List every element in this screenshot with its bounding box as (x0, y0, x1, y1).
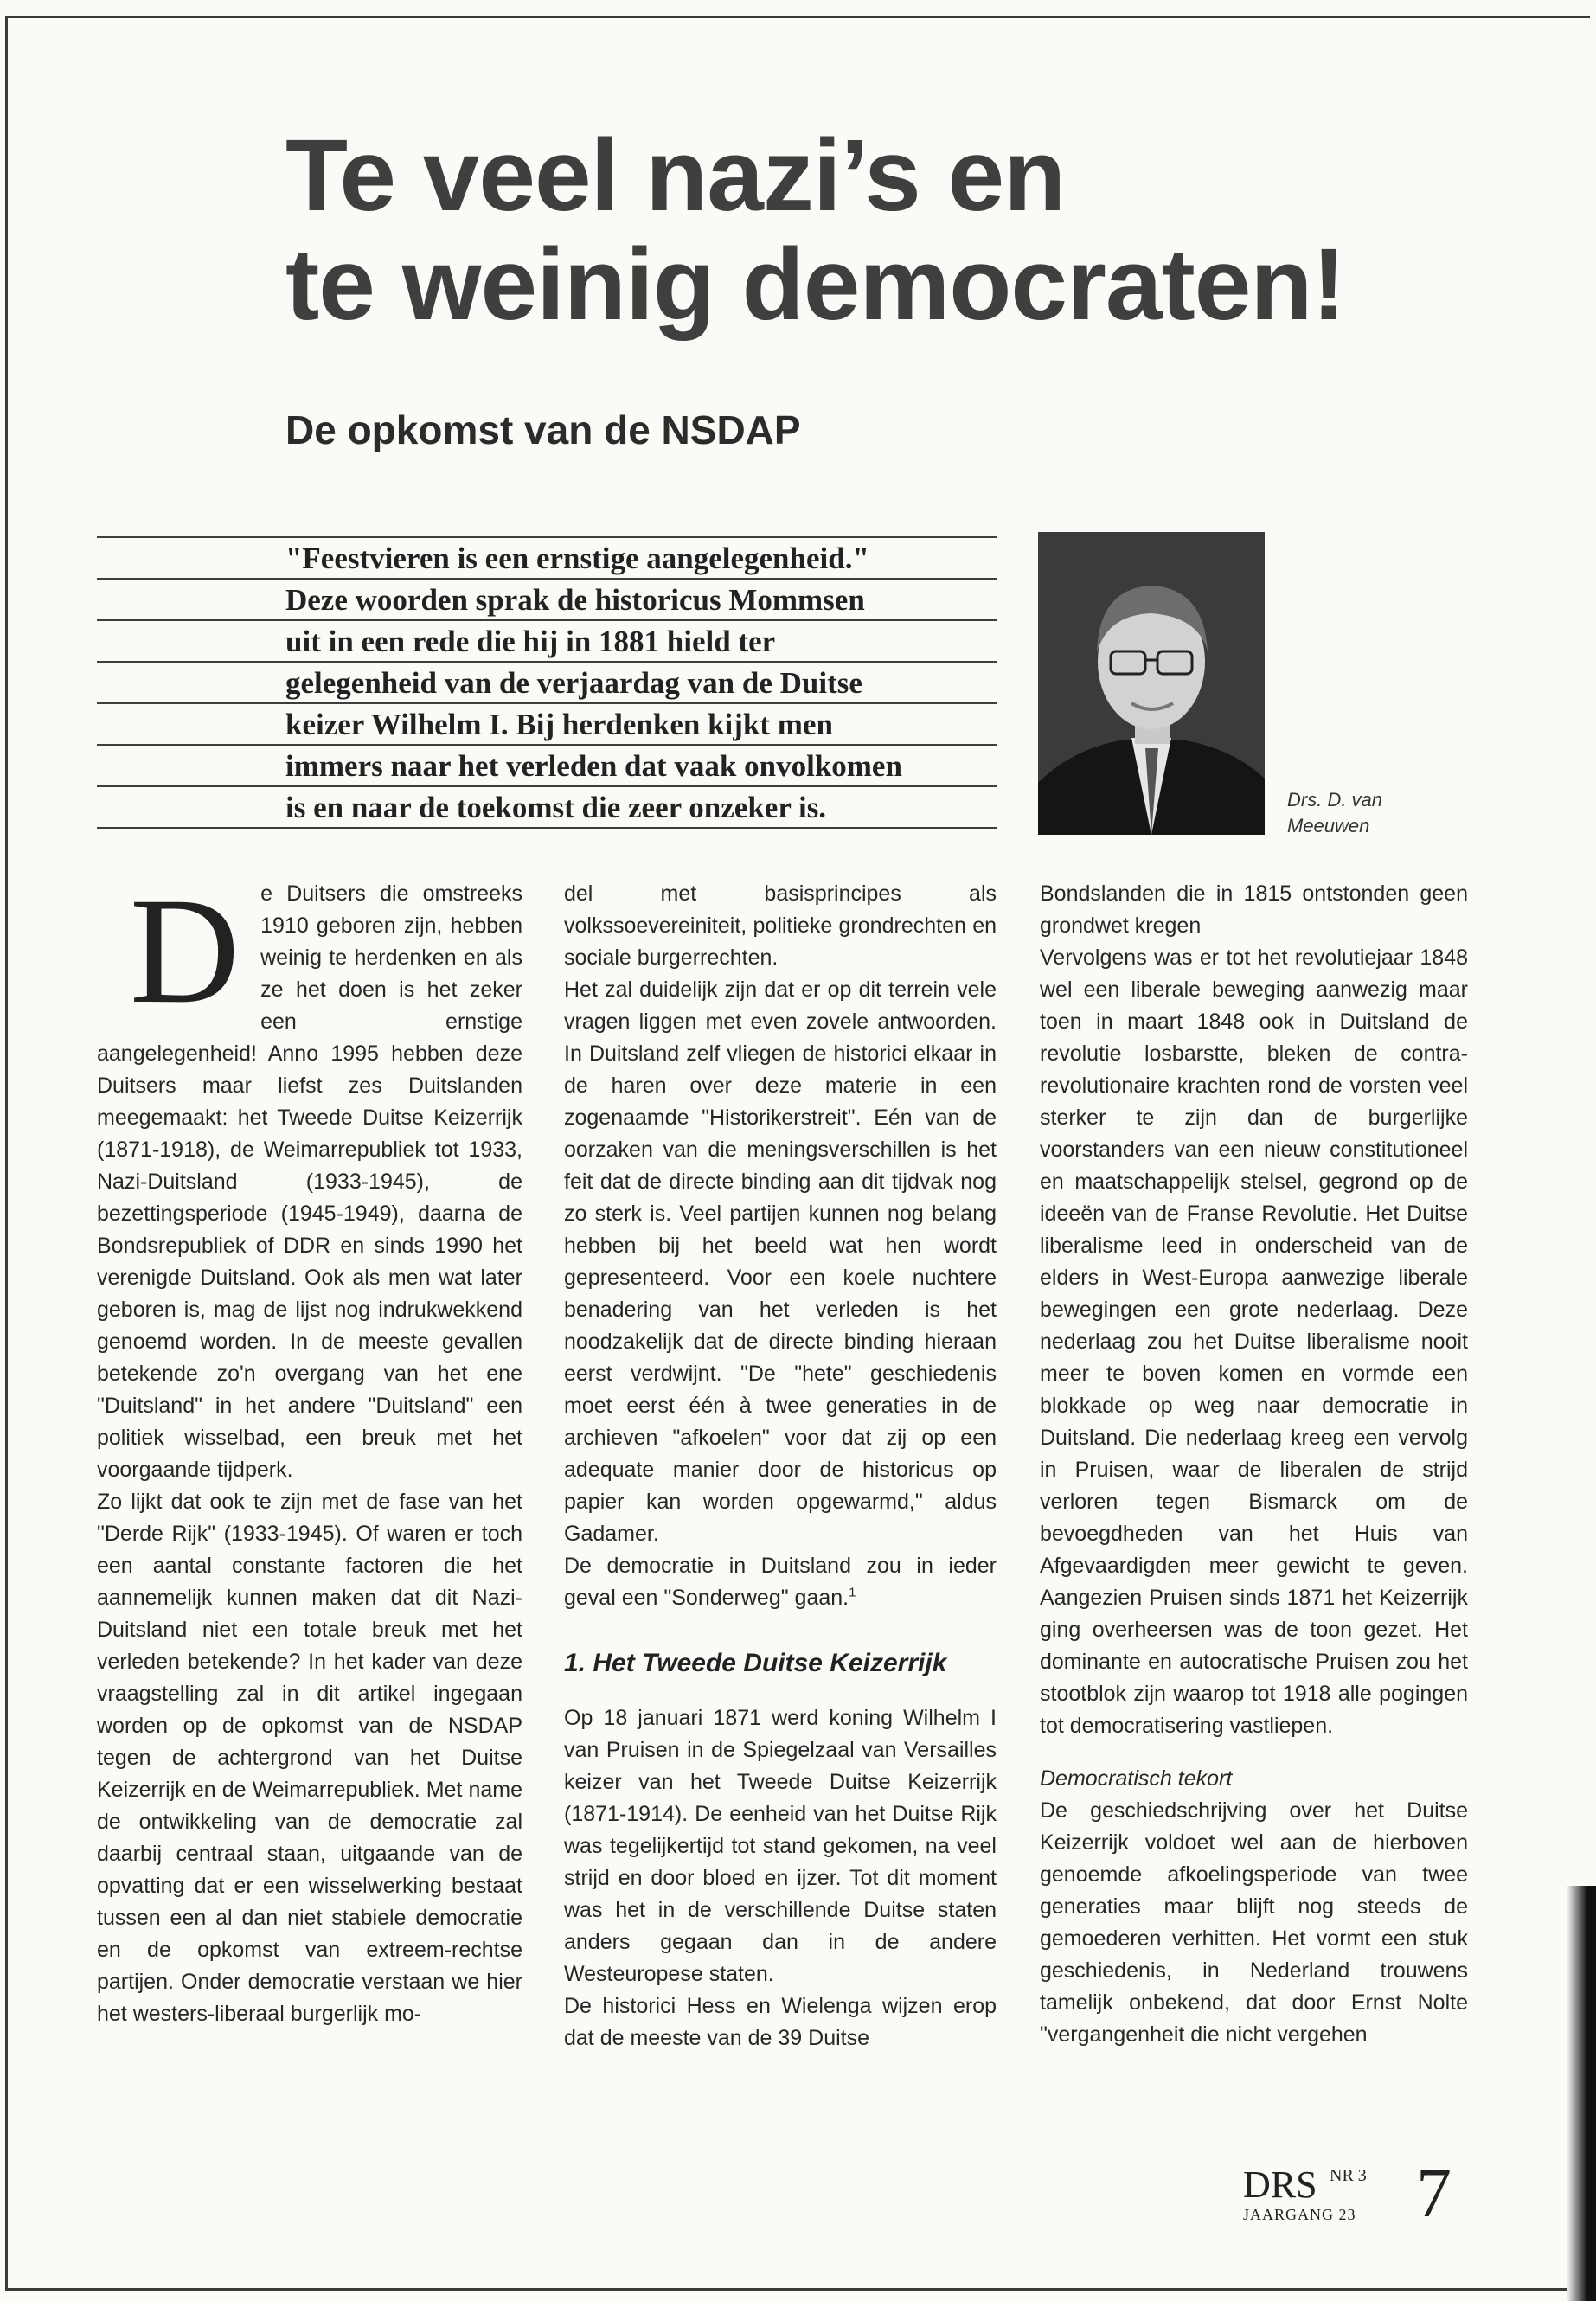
paragraph: del met basisprincipes als volkssoevereiniteit, politieke grondrechten en sociale burgerrechten. (564, 881, 997, 970)
magazine-name: DRS (1243, 2163, 1317, 2206)
paragraph: De geschiedschrijving over het Duitse Keizerrijk voldoet wel aan de hierboven genoemde afkoelingsperiode van twee generaties maar blijft nog steeds de gemoederen verhitten. Het vormt een stuk geschiedenis, in Nederland trouwens tamelijk onbekend, dat door Ernst Nolte "vergangenheit die nicht vergehen (1040, 1798, 1468, 2047)
author-photo (1038, 532, 1265, 835)
paragraph (564, 1550, 997, 1614)
drop-cap: D (130, 867, 240, 1035)
intro-line: immers naar het verleden dat vaak onvolkomen (97, 744, 997, 785)
article-column-1 (97, 867, 522, 2030)
volume-label: JAARGANG 23 (1243, 2206, 1356, 2223)
subheading: Democratisch tekort (1040, 1766, 1233, 1791)
intro-line: Deze woorden sprak de historicus Mommsen (97, 578, 997, 619)
intro-line: "Feestvieren is een ernstige aangelegenheid." (97, 536, 997, 578)
photo-caption (1287, 787, 1426, 839)
title-line-1: Te veel nazi’s en (285, 119, 1066, 233)
paragraph: De historici Hess en Wielenga wijzen erop dat de meeste van de 39 Duitse (564, 1994, 997, 2050)
section-heading: 1. Het Tweede Duitse Keizerrijk (564, 1649, 947, 1677)
page-number: 7 (1416, 2153, 1452, 2232)
article-column-3 (1040, 878, 1468, 2051)
paragraph: Bondslanden die in 1815 ontstonden geen grondwet kregen (1040, 881, 1468, 938)
intro-line: is en naar de toekomst die zeer onzeker is. (97, 785, 997, 829)
caption-line-1: Drs. D. van (1287, 789, 1383, 811)
paragraph: Op 18 januari 1871 werd koning Wilhelm I van Pruisen in de Spiegelzaal van Versailles keizer van het Tweede Duitse Keizerrijk (1871-1914). De eenheid van het Duitse Rijk was tegelijkertijd tot stand gekomen, na veel strijd en door bloed en ijzer. Tot dit moment was het in de verschillende Duitse staten anders gegaan dan in de andere Westeuropese staten. (564, 1706, 997, 1986)
paragraph: Vervolgens was er tot het revolutiejaar 1848 wel een liberale beweging aanwezig maar toen in maart 1848 ook in Duitsland de revolutie losbarstte, bleken de contra-revolutionaire krachten rond de vorsten veel sterker te zijn dan de burgerlijke voorstanders van een nieuw constitutioneel en maatschappelijk stelsel, gegrond op de ideeën van de Franse Revolutie. Het Duitse liberalisme leed in onderscheid van de elders in West-Europa aanwezige liberale bewegingen een grote nederlaag. Deze nederlaag zou het Duitse liberalisme nooit meer te boven komen en vormde een blokkade op weg naar democratie in Duitsland. Die nederlaag kreeg een vervolg in Pruisen, waar de liberalen de strijd verloren tegen Bismarck om de bevoegdheden van het Huis van Afgevaardigden meer gewicht te geven. Aangezien Pruisen sinds 1871 het Keizerrijk ging overheersen was de toon gezet. Het dominante en autocratische Pruisen zou het stootblok zijn waarop tot 1918 alle pogingen tot democratisering vastliepen. (1040, 945, 1468, 1738)
footnote-marker: 1 (849, 1585, 856, 1600)
page-footer (1243, 2153, 1468, 2232)
paragraph-text: De democratie in Duitsland zou in ieder geval een "Sonderweg" gaan. (564, 1554, 997, 1610)
issue-number: NR 3 (1330, 2166, 1367, 2185)
author-portrait-icon (1038, 532, 1265, 835)
paragraph: Zo lijkt dat ook te zijn met de fase van het "Derde Rijk" (1933-1945). Of waren er toch een aantal constante factoren die het aannemelijk kunnen maken dat dit Nazi-Duitsland niet een totale breuk met het verleden betekende? In het kader van deze vraagstelling zal in dit artikel ingegaan worden op de opkomst van de NSDAP tegen de achtergrond van het Duitse Keizerrijk en de Weimarrepubliek. Met name de ontwikkeling van de democratie zal daarbij centraal staan, uitgaande van de opvatting dat er een wisselwerking bestaat tussen een al dan niet stabiele democratie en de opkomst van extreem-rechtse partijen. Onder democratie verstaan we hier het westers-liberaal burgerlijk mo- (97, 1490, 522, 2026)
article-title (285, 119, 1522, 342)
intro-line: gelegenheid van de verjaardag van de Duitse (97, 661, 997, 702)
intro-line: keizer Wilhelm I. Bij herdenken kijkt men (97, 702, 997, 744)
article-column-2 (564, 878, 997, 2054)
title-line-2: te weinig democraten! (285, 228, 1345, 342)
paragraph: e Duitsers die omstreeks 1910 geboren zijn, hebben weinig te herdenken en als ze het doen is het zeker een ernstige aangelegenheid! Anno 1995 hebben deze Duitsers maar liefst zes Duitslanden meegemaakt: het Tweede Duitse Keizerrijk (1871-1918), de Weimarrepubliek tot 1933, Nazi-Duitsland (1933-1945), de bezettingsperiode (1945-1949), daarna de Bondsrepubliek of DDR en sinds 1990 het verenigde Duitsland. Ook als men wat later geboren is, mag de lijst nog indrukwekkend genoemd worden. In de meeste gevallen betekende zo'n overgang van het ene "Duitsland" in het andere "Duitsland" een politiek wisselbad, een breuk met het voorgaande tijdperk. (97, 881, 522, 1482)
paragraph: Het zal duidelijk zijn dat er op dit terrein vele vragen liggen met even zovele antwoorden. In Duitsland zelf vliegen de historici elkaar in de haren over deze materie in een zogenaamde "Historikerstreit". Eén van de oorzaken van die meningsverschillen is het feit dat de directe binding aan dit tijdvak nog zo sterk is. Veel partijen kunnen nog belang hebben bij het beeld wat hen wordt gepresenteerd. Voor een koele nuchtere benadering van het verleden is het noodzakelijk dat de directe binding hieraan eerst verdwijnt. "De "hete" geschiedenis moet eerst één à twee generaties in de archieven "afkoelen" voor dat zij op een adequate manier door de historicus op papier kan worden opgewarmd," aldus Gadamer. (564, 977, 997, 1546)
intro-line: uit in een rede die hij in 1881 hield ter (97, 619, 997, 661)
caption-line-2: Meeuwen (1287, 815, 1370, 836)
article-subtitle: De opkomst van de NSDAP (285, 407, 801, 452)
page-edge-shadow (1567, 1886, 1596, 2301)
intro-quote (97, 536, 997, 829)
